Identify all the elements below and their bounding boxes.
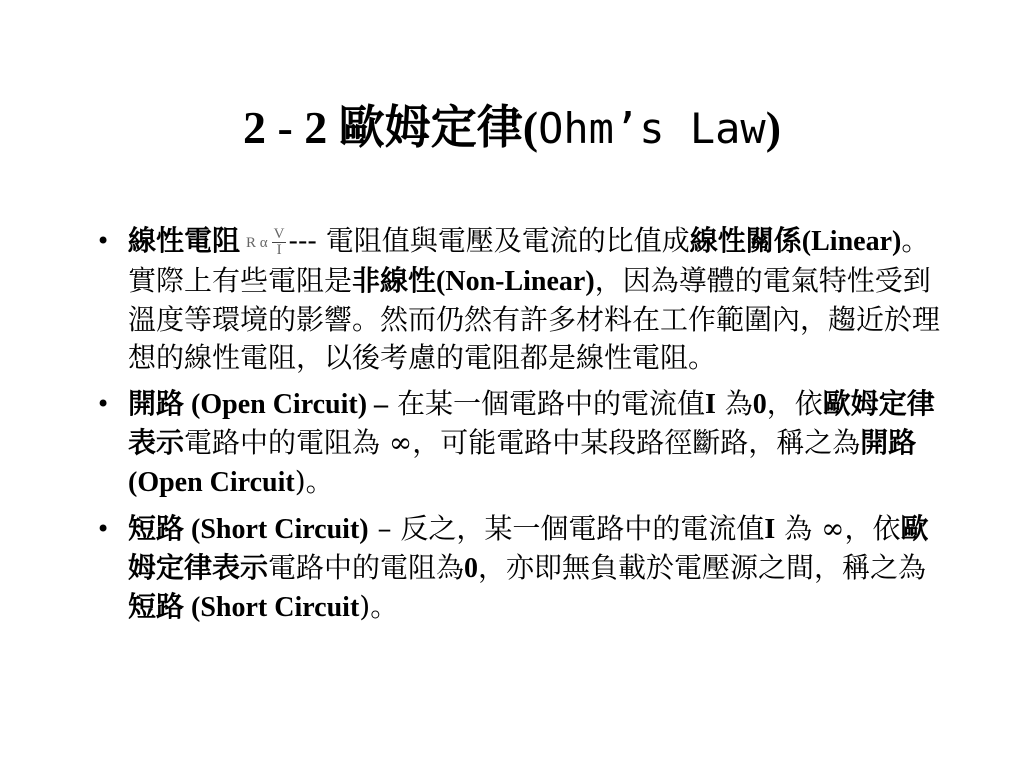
proportionality-formula xyxy=(246,224,286,262)
bold-ohms-law-expression: 歐姆定律表示 xyxy=(128,386,935,459)
bullet-dot-icon: • xyxy=(96,514,111,543)
bold-ohms-law-expression: 歐姆定律表示 xyxy=(128,511,929,584)
term-short-circuit: 短路 xyxy=(128,511,185,545)
bullet-list xyxy=(90,222,942,635)
title-suffix: ) xyxy=(765,102,782,153)
bullet-text: --- 電阻值與電壓及電流的比值成 xyxy=(288,224,690,257)
formula-numerator: V xyxy=(273,226,285,242)
bullet-text: 為 ∞，依 xyxy=(775,511,901,545)
bold-open-circuit-en-2: (Open Circuit xyxy=(128,466,295,498)
bullet-short-circuit xyxy=(90,510,942,627)
bullet-linear-resistor xyxy=(90,222,942,377)
bullet-text: 。實際上有些電阻是 xyxy=(128,224,930,297)
bullet-text: 在某一個電路中的電流值 xyxy=(388,386,705,420)
bold-linear-relation: 線性關係 xyxy=(689,224,802,257)
formula-fraction xyxy=(272,227,287,258)
term-open-circuit: 開路 xyxy=(128,386,185,420)
bold-nonlinear: 非線性 xyxy=(352,263,437,297)
bold-short-circuit: 短路 xyxy=(128,589,185,623)
formula-denominator: I xyxy=(276,242,282,258)
bullet-text: )。 xyxy=(359,589,399,623)
title-prefix: 2 - 2 歐姆定律( xyxy=(242,102,539,153)
bullet-text: 電路中的電阻為 xyxy=(268,550,465,584)
bullet-dot-icon: • xyxy=(96,389,111,418)
bullet-text: 電路中的電阻為 ∞，可能電路中某段路徑斷路，稱之為 xyxy=(184,425,861,459)
bold-zero: 0 xyxy=(752,388,767,420)
bold-short-circuit-en: (Short Circuit) xyxy=(184,513,369,545)
formula-lhs: R α xyxy=(246,234,268,251)
bullet-text: 為 xyxy=(715,386,753,420)
bullet-text: )。 xyxy=(294,464,334,498)
bold-current-symbol: I xyxy=(764,513,776,545)
bold-short-circuit-en-2: (Short Circuit xyxy=(184,591,360,623)
bullet-open-circuit xyxy=(90,385,942,502)
bold-nonlinear-en: (Non-Linear) xyxy=(436,265,595,297)
bullet-text: ，因為導體的電氣特性受到溫度等環境的影響。然而仍然有許多材料在工作範圍內，趨近於理想的線性電阻，以後考慮的電阻都是線性電阻。 xyxy=(128,263,941,374)
bullet-dot-icon: • xyxy=(96,227,111,255)
bullet-text: – 反之，某一個電路中的電流值 xyxy=(368,511,765,545)
bullet-text: ，依 xyxy=(766,386,823,420)
bold-open-circuit-en: (Open Circuit) – xyxy=(184,388,389,420)
bullet-text: ，亦即無負載於電壓源之間，稱之為 xyxy=(478,550,927,584)
bold-open-circuit: 開路 xyxy=(860,425,917,459)
bold-zero: 0 xyxy=(464,552,479,584)
slide-title xyxy=(0,98,1024,159)
term-linear-resistor: 線性電阻 xyxy=(128,224,241,257)
bold-current-symbol: I xyxy=(704,388,716,420)
bold-linear: (Linear) xyxy=(801,226,902,257)
title-english: Ohm’s Law xyxy=(538,104,766,153)
